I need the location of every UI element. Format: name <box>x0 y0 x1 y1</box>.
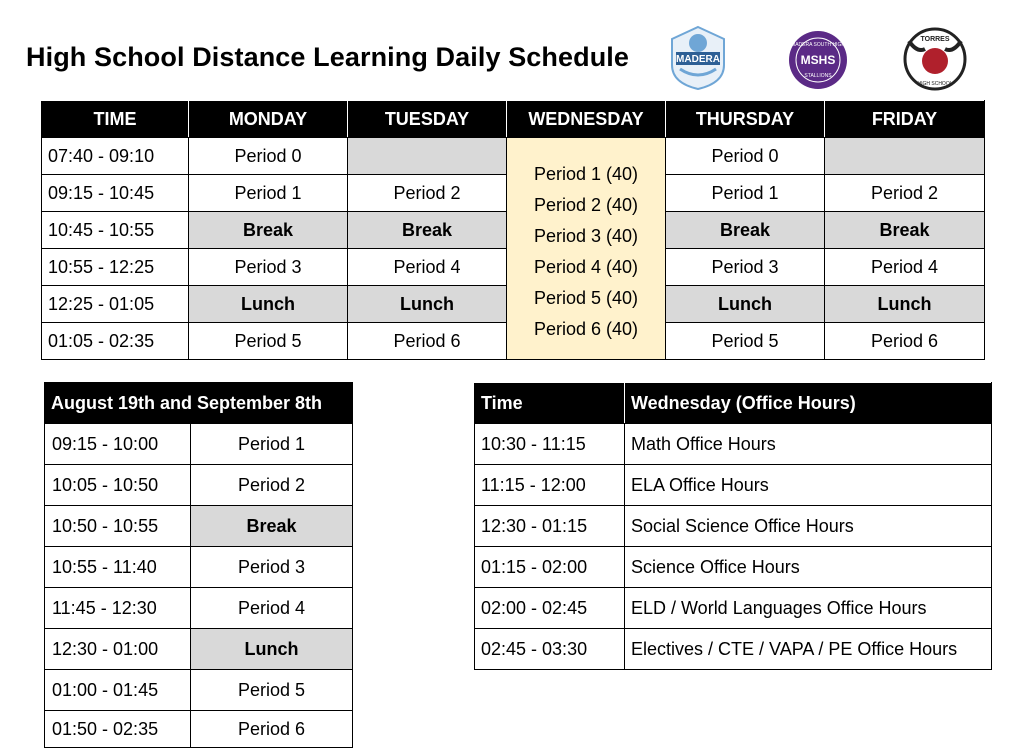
office-hours-table <box>474 382 992 670</box>
time-cell: 11:15 - 12:00 <box>475 465 625 506</box>
office-header-row <box>475 383 992 424</box>
time-cell: 02:00 - 02:45 <box>475 588 625 629</box>
time-cell: 10:55 - 12:25 <box>42 249 189 286</box>
time-cell: 10:45 - 10:55 <box>42 212 189 249</box>
time-cell: 09:15 - 10:00 <box>45 424 191 465</box>
friday-cell: Period 4 <box>825 249 985 286</box>
svg-text:MADERA SOUTH HIGH: MADERA SOUTH HIGH <box>791 42 845 48</box>
header-office-time: Time <box>475 383 625 424</box>
time-cell: 07:40 - 09:10 <box>42 138 189 175</box>
time-cell: 01:15 - 02:00 <box>475 547 625 588</box>
period-cell: Period 4 <box>191 588 353 629</box>
subject-cell: ELA Office Hours <box>625 465 992 506</box>
special-days-header-row <box>45 383 353 424</box>
time-cell: 12:30 - 01:15 <box>475 506 625 547</box>
header-friday: FRIDAY <box>825 101 985 138</box>
special-days-row <box>45 670 353 711</box>
office-row <box>475 547 992 588</box>
monday-cell: Period 0 <box>189 138 348 175</box>
time-cell: 09:15 - 10:45 <box>42 175 189 212</box>
tuesday-cell: Break <box>348 212 507 249</box>
page-title: High School Distance Learning Daily Schedule <box>26 42 630 72</box>
monday-cell: Period 1 <box>189 175 348 212</box>
torres-logo <box>903 27 967 91</box>
office-row <box>475 424 992 465</box>
tuesday-cell: Period 6 <box>348 323 507 360</box>
monday-cell: Lunch <box>189 286 348 323</box>
thursday-cell: Period 0 <box>666 138 825 175</box>
wednesday-period: Period 1 (40) <box>533 163 639 184</box>
thursday-cell: Lunch <box>666 286 825 323</box>
special-days-row <box>45 465 353 506</box>
monday-cell: Period 3 <box>189 249 348 286</box>
friday-cell: Break <box>825 212 985 249</box>
monday-cell: Period 5 <box>189 323 348 360</box>
madera-logo <box>666 25 730 91</box>
special-days-row <box>45 424 353 465</box>
time-cell: 12:30 - 01:00 <box>45 629 191 670</box>
office-row <box>475 588 992 629</box>
special-days-row <box>45 588 353 629</box>
subject-cell: Electives / CTE / VAPA / PE Office Hours <box>625 629 992 670</box>
subject-cell: Math Office Hours <box>625 424 992 465</box>
period-cell: Period 5 <box>191 670 353 711</box>
tuesday-cell <box>348 138 507 175</box>
time-cell: 12:25 - 01:05 <box>42 286 189 323</box>
header-monday: MONDAY <box>189 101 348 138</box>
wednesday-cell <box>507 138 666 360</box>
wednesday-period: Period 2 (40) <box>533 194 639 215</box>
subject-cell: Social Science Office Hours <box>625 506 992 547</box>
special-days-row <box>45 711 353 748</box>
svg-text:HIGH SCHOOL: HIGH SCHOOL <box>917 81 953 87</box>
special-days-header: August 19th and September 8th <box>45 383 353 424</box>
office-row <box>475 506 992 547</box>
schedule-header-row <box>42 101 985 138</box>
wednesday-period: Period 3 (40) <box>533 225 639 246</box>
period-cell: Break <box>191 506 353 547</box>
period-cell: Period 6 <box>191 711 353 748</box>
header-wednesday: WEDNESDAY <box>507 101 666 138</box>
thursday-cell: Period 1 <box>666 175 825 212</box>
period-cell: Period 2 <box>191 465 353 506</box>
friday-cell: Period 2 <box>825 175 985 212</box>
office-row <box>475 465 992 506</box>
time-cell: 10:55 - 11:40 <box>45 547 191 588</box>
header-tuesday: TUESDAY <box>348 101 507 138</box>
subject-cell: ELD / World Languages Office Hours <box>625 588 992 629</box>
time-cell: 01:00 - 01:45 <box>45 670 191 711</box>
time-cell: 01:50 - 02:35 <box>45 711 191 748</box>
thursday-cell: Break <box>666 212 825 249</box>
special-days-table <box>44 382 353 748</box>
tuesday-cell: Period 2 <box>348 175 507 212</box>
time-cell: 10:50 - 10:55 <box>45 506 191 547</box>
schedule-row <box>42 138 985 175</box>
header-office-hours: Wednesday (Office Hours) <box>625 383 992 424</box>
special-days-row <box>45 547 353 588</box>
svg-text:MSHS: MSHS <box>800 53 836 67</box>
period-cell: Lunch <box>191 629 353 670</box>
special-days-row <box>45 506 353 547</box>
tuesday-cell: Period 4 <box>348 249 507 286</box>
time-cell: 10:05 - 10:50 <box>45 465 191 506</box>
office-row <box>475 629 992 670</box>
svg-text:MADERA: MADERA <box>676 54 720 65</box>
friday-cell: Period 6 <box>825 323 985 360</box>
period-cell: Period 1 <box>191 424 353 465</box>
tuesday-cell: Lunch <box>348 286 507 323</box>
thursday-cell: Period 5 <box>666 323 825 360</box>
monday-cell: Break <box>189 212 348 249</box>
time-cell: 02:45 - 03:30 <box>475 629 625 670</box>
friday-cell <box>825 138 985 175</box>
header-thursday: THURSDAY <box>666 101 825 138</box>
time-cell: 11:45 - 12:30 <box>45 588 191 629</box>
svg-text:TORRES: TORRES <box>920 36 950 43</box>
thursday-cell: Period 3 <box>666 249 825 286</box>
period-cell: Period 3 <box>191 547 353 588</box>
wednesday-period: Period 4 (40) <box>533 256 639 277</box>
special-days-row <box>45 629 353 670</box>
svg-text:STALLIONS: STALLIONS <box>804 73 832 79</box>
time-cell: 10:30 - 11:15 <box>475 424 625 465</box>
weekly-schedule-table <box>41 100 985 360</box>
subject-cell: Science Office Hours <box>625 547 992 588</box>
friday-cell: Lunch <box>825 286 985 323</box>
header-time: TIME <box>42 101 189 138</box>
mshs-logo <box>785 29 851 91</box>
wednesday-period: Period 5 (40) <box>533 287 639 308</box>
wednesday-period: Period 6 (40) <box>533 318 639 339</box>
time-cell: 01:05 - 02:35 <box>42 323 189 360</box>
